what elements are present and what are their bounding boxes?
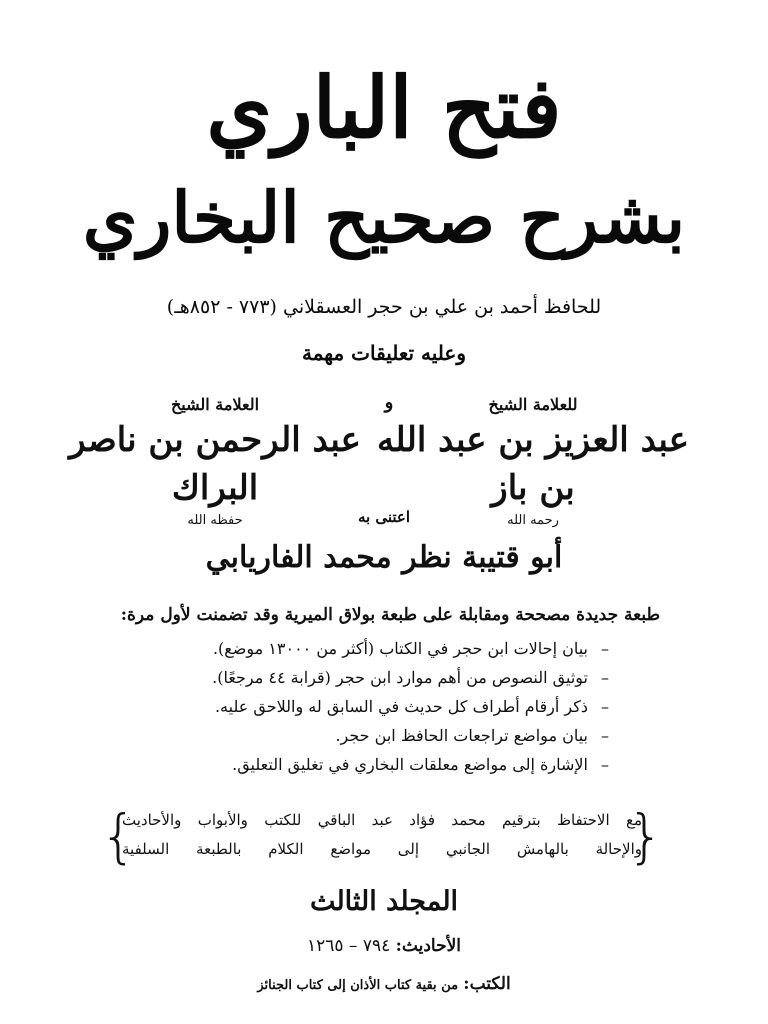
editor-label: اعتنى به [357,508,411,526]
list-item [102,663,622,692]
feature-text: توثيق النصوص من أهم موارد ابن حجر (قرابة ٤٤ مرجعًا). [212,668,588,687]
feature-text: بيان مواضع تراجعات الحافظ ابن حجر. [335,726,588,745]
book-title-line2: بشرح صحيح البخاري [82,176,686,259]
feature-text: الإشارة إلى مواضع معلقات البخاري في تغليق التعليق. [232,755,588,774]
list-dash: – [601,639,609,658]
author-line: للحافظ أحمد بن علي بن حجر العسقلاني (٧٧٣ - ٨٥٢هـ) [166,296,602,318]
feature-text: ذكر أرقام أطراف كل حديث في السابق له واللاحق عليه. [214,697,588,716]
list-dash: – [601,755,609,774]
list-item [102,750,622,779]
volume-label: المجلد الثالث [309,886,459,917]
hadith-range-line [0,936,768,956]
scholar-rank: العلامة الشيخ [170,395,260,414]
scholar-name: عبد العزيز بن عبد الله بن باز [377,420,689,508]
edition-intro: طبعة جديدة مصححة ومقابلة على طبعة بولاق الميرية وقد تضمنت لأول مرة: [120,605,660,625]
feature-text: بيان إحالات ابن حجر في الكتاب (أكثر من ١٣٠٠٠ موضع). [212,639,588,658]
list-dash: – [601,726,609,745]
scholar-prayer: حفظه الله [187,513,243,528]
list-item [102,634,622,663]
list-dash: – [601,697,609,716]
scholar-rank: للعلامة الشيخ [488,395,578,414]
scholar-prayer: رحمه الله [507,513,559,528]
hadith-range-value: ٧٩٤ – ١٢٦٥ [306,936,391,956]
list-item [102,721,622,750]
list-dash: – [601,668,609,687]
book-title-line1: فتح الباري [206,58,562,157]
editor-name: أبو قتيبة نظر محمد الفاريابي [205,540,563,575]
scholar-name: عبد الرحمن بن ناصر البراك [69,420,361,508]
brace-right: { [627,802,664,870]
edition-features-list [102,634,622,779]
books-label: الكتب: [463,974,511,994]
books-range-value: من بقية كتاب الأذان إلى كتاب الجنائز [257,978,459,993]
comments-line: وعليه تعليقات مهمة [301,341,467,365]
retention-line: والإحالة بالهامش الجانبي إلى مواضع الكلام بالطبعة السلفية [122,840,642,858]
conjunction-and: و [384,392,394,413]
numbering-retention-note [100,802,664,870]
list-item [102,692,622,721]
retention-text [122,806,642,864]
hadith-label: الأحاديث: [395,936,462,956]
retention-line: مع الاحتفاظ بترقيم محمد فؤاد عبد الباقي للكتب والأبواب والأحاديث [122,811,642,829]
books-range-line [0,974,768,994]
brace-left: } [100,802,137,870]
